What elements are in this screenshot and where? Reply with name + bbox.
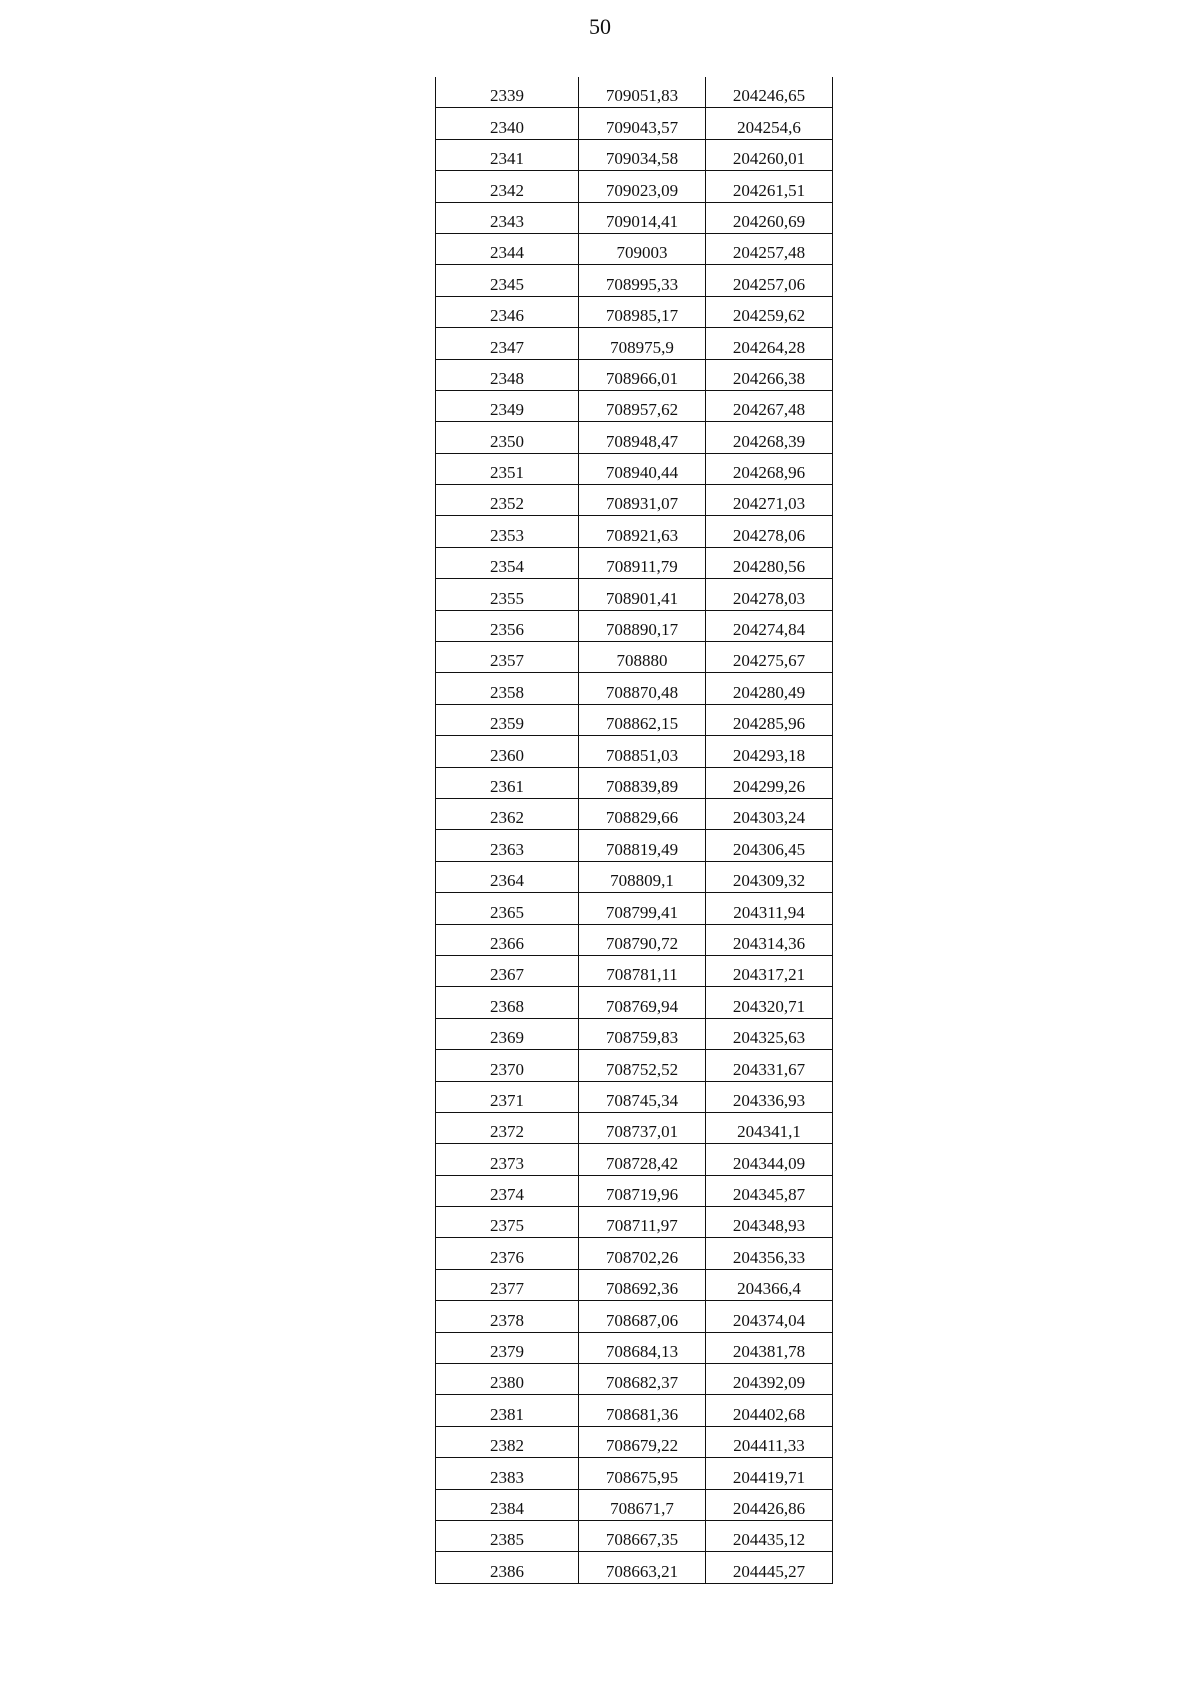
- table-row: [436, 987, 833, 1018]
- table-row: [436, 610, 833, 641]
- point-number-cell: 2380: [436, 1364, 579, 1395]
- table-row: [436, 1112, 833, 1143]
- point-number-cell: 2351: [436, 453, 579, 484]
- y-coordinate-cell: 204268,39: [706, 422, 833, 453]
- y-coordinate-cell: 204411,33: [706, 1426, 833, 1457]
- x-coordinate-cell: 708711,97: [579, 1207, 706, 1238]
- point-number-cell: 2373: [436, 1144, 579, 1175]
- point-number-cell: 2370: [436, 1050, 579, 1081]
- x-coordinate-cell: 709051,83: [579, 77, 706, 108]
- table-row: [436, 516, 833, 547]
- point-number-cell: 2359: [436, 704, 579, 735]
- x-coordinate-cell: 708719,96: [579, 1175, 706, 1206]
- point-number-cell: 2372: [436, 1112, 579, 1143]
- table-row: [436, 1144, 833, 1175]
- x-coordinate-cell: 708737,01: [579, 1112, 706, 1143]
- x-coordinate-cell: 708829,66: [579, 798, 706, 829]
- y-coordinate-cell: 204419,71: [706, 1458, 833, 1489]
- x-coordinate-cell: 708975,9: [579, 328, 706, 359]
- x-coordinate-cell: 708966,01: [579, 359, 706, 390]
- table-row: [436, 1081, 833, 1112]
- y-coordinate-cell: 204309,32: [706, 861, 833, 892]
- y-coordinate-cell: 204445,27: [706, 1552, 833, 1583]
- y-coordinate-cell: 204275,67: [706, 642, 833, 673]
- y-coordinate-cell: 204314,36: [706, 924, 833, 955]
- coordinates-table: [435, 77, 833, 1584]
- point-number-cell: 2353: [436, 516, 579, 547]
- y-coordinate-cell: 204426,86: [706, 1489, 833, 1520]
- table-row: [436, 673, 833, 704]
- x-coordinate-cell: 708839,89: [579, 767, 706, 798]
- y-coordinate-cell: 204278,03: [706, 579, 833, 610]
- y-coordinate-cell: 204348,93: [706, 1207, 833, 1238]
- point-number-cell: 2352: [436, 485, 579, 516]
- table-row: [436, 1395, 833, 1426]
- x-coordinate-cell: 708809,1: [579, 861, 706, 892]
- x-coordinate-cell: 708679,22: [579, 1426, 706, 1457]
- point-number-cell: 2339: [436, 77, 579, 108]
- y-coordinate-cell: 204278,06: [706, 516, 833, 547]
- table-row: [436, 233, 833, 264]
- x-coordinate-cell: 709043,57: [579, 108, 706, 139]
- point-number-cell: 2344: [436, 233, 579, 264]
- y-coordinate-cell: 204259,62: [706, 296, 833, 327]
- page-number: 50: [589, 14, 611, 39]
- point-number-cell: 2347: [436, 328, 579, 359]
- point-number-cell: 2346: [436, 296, 579, 327]
- table-row: [436, 1332, 833, 1363]
- x-coordinate-cell: 708957,62: [579, 390, 706, 421]
- table-row: [436, 1552, 833, 1583]
- x-coordinate-cell: 708769,94: [579, 987, 706, 1018]
- x-coordinate-cell: 708728,42: [579, 1144, 706, 1175]
- point-number-cell: 2384: [436, 1489, 579, 1520]
- y-coordinate-cell: 204317,21: [706, 955, 833, 986]
- point-number-cell: 2340: [436, 108, 579, 139]
- x-coordinate-cell: 708682,37: [579, 1364, 706, 1395]
- y-coordinate-cell: 204392,09: [706, 1364, 833, 1395]
- table-row: [436, 328, 833, 359]
- table-row: [436, 1050, 833, 1081]
- y-coordinate-cell: 204325,63: [706, 1018, 833, 1049]
- x-coordinate-cell: 708663,21: [579, 1552, 706, 1583]
- table-row: [436, 1426, 833, 1457]
- table-row: [436, 171, 833, 202]
- x-coordinate-cell: 708819,49: [579, 830, 706, 861]
- y-coordinate-cell: 204261,51: [706, 171, 833, 202]
- y-coordinate-cell: 204274,84: [706, 610, 833, 641]
- table-row: [436, 359, 833, 390]
- point-number-cell: 2360: [436, 736, 579, 767]
- x-coordinate-cell: 708790,72: [579, 924, 706, 955]
- point-number-cell: 2381: [436, 1395, 579, 1426]
- point-number-cell: 2343: [436, 202, 579, 233]
- point-number-cell: 2386: [436, 1552, 579, 1583]
- y-coordinate-cell: 204356,33: [706, 1238, 833, 1269]
- x-coordinate-cell: 708851,03: [579, 736, 706, 767]
- x-coordinate-cell: 708752,52: [579, 1050, 706, 1081]
- y-coordinate-cell: 204257,48: [706, 233, 833, 264]
- x-coordinate-cell: 708880: [579, 642, 706, 673]
- x-coordinate-cell: 709003: [579, 233, 706, 264]
- x-coordinate-cell: 708745,34: [579, 1081, 706, 1112]
- table-row: [436, 736, 833, 767]
- y-coordinate-cell: 204257,06: [706, 265, 833, 296]
- y-coordinate-cell: 204303,24: [706, 798, 833, 829]
- y-coordinate-cell: 204345,87: [706, 1175, 833, 1206]
- point-number-cell: 2361: [436, 767, 579, 798]
- point-number-cell: 2377: [436, 1269, 579, 1300]
- table-row: [436, 1458, 833, 1489]
- table-row: [436, 955, 833, 986]
- point-number-cell: 2345: [436, 265, 579, 296]
- y-coordinate-cell: 204280,56: [706, 547, 833, 578]
- point-number-cell: 2349: [436, 390, 579, 421]
- table-row: [436, 704, 833, 735]
- y-coordinate-cell: 204268,96: [706, 453, 833, 484]
- table-row: [436, 547, 833, 578]
- point-number-cell: 2382: [436, 1426, 579, 1457]
- x-coordinate-cell: 709014,41: [579, 202, 706, 233]
- y-coordinate-cell: 204341,1: [706, 1112, 833, 1143]
- x-coordinate-cell: 708702,26: [579, 1238, 706, 1269]
- point-number-cell: 2358: [436, 673, 579, 704]
- point-number-cell: 2348: [436, 359, 579, 390]
- table-row: [436, 1175, 833, 1206]
- y-coordinate-cell: 204285,96: [706, 704, 833, 735]
- table-row: [436, 1238, 833, 1269]
- y-coordinate-cell: 204260,69: [706, 202, 833, 233]
- x-coordinate-cell: 708948,47: [579, 422, 706, 453]
- x-coordinate-cell: 708931,07: [579, 485, 706, 516]
- x-coordinate-cell: 708985,17: [579, 296, 706, 327]
- y-coordinate-cell: 204246,65: [706, 77, 833, 108]
- x-coordinate-cell: 709023,09: [579, 171, 706, 202]
- point-number-cell: 2355: [436, 579, 579, 610]
- point-number-cell: 2374: [436, 1175, 579, 1206]
- x-coordinate-cell: 708921,63: [579, 516, 706, 547]
- point-number-cell: 2364: [436, 861, 579, 892]
- y-coordinate-cell: 204311,94: [706, 893, 833, 924]
- point-number-cell: 2354: [436, 547, 579, 578]
- table-row: [436, 202, 833, 233]
- table-row: [436, 830, 833, 861]
- point-number-cell: 2371: [436, 1081, 579, 1112]
- table-row: [436, 1364, 833, 1395]
- x-coordinate-cell: 708870,48: [579, 673, 706, 704]
- point-number-cell: 2356: [436, 610, 579, 641]
- table-row: [436, 1207, 833, 1238]
- point-number-cell: 2350: [436, 422, 579, 453]
- y-coordinate-cell: 204336,93: [706, 1081, 833, 1112]
- table-row: [436, 390, 833, 421]
- y-coordinate-cell: 204331,67: [706, 1050, 833, 1081]
- point-number-cell: 2367: [436, 955, 579, 986]
- y-coordinate-cell: 204374,04: [706, 1301, 833, 1332]
- y-coordinate-cell: 204381,78: [706, 1332, 833, 1363]
- table-row: [436, 139, 833, 170]
- coordinates-table-body: [436, 77, 833, 1583]
- x-coordinate-cell: 708671,7: [579, 1489, 706, 1520]
- y-coordinate-cell: 204435,12: [706, 1520, 833, 1551]
- y-coordinate-cell: 204266,38: [706, 359, 833, 390]
- y-coordinate-cell: 204402,68: [706, 1395, 833, 1426]
- table-row: [436, 296, 833, 327]
- table-row: [436, 108, 833, 139]
- y-coordinate-cell: 204320,71: [706, 987, 833, 1018]
- table-row: [436, 1018, 833, 1049]
- table-row: [436, 1269, 833, 1300]
- y-coordinate-cell: 204264,28: [706, 328, 833, 359]
- point-number-cell: 2365: [436, 893, 579, 924]
- point-number-cell: 2362: [436, 798, 579, 829]
- table-row: [436, 453, 833, 484]
- point-number-cell: 2363: [436, 830, 579, 861]
- x-coordinate-cell: 708692,36: [579, 1269, 706, 1300]
- table-row: [436, 1301, 833, 1332]
- x-coordinate-cell: 708687,06: [579, 1301, 706, 1332]
- x-coordinate-cell: 708890,17: [579, 610, 706, 641]
- y-coordinate-cell: 204299,26: [706, 767, 833, 798]
- point-number-cell: 2385: [436, 1520, 579, 1551]
- table-row: [436, 767, 833, 798]
- table-row: [436, 924, 833, 955]
- table-row: [436, 579, 833, 610]
- y-coordinate-cell: 204271,03: [706, 485, 833, 516]
- table-row: [436, 77, 833, 108]
- table-row: [436, 485, 833, 516]
- x-coordinate-cell: 708911,79: [579, 547, 706, 578]
- y-coordinate-cell: 204280,49: [706, 673, 833, 704]
- table-row: [436, 893, 833, 924]
- table-row: [436, 642, 833, 673]
- x-coordinate-cell: 708681,36: [579, 1395, 706, 1426]
- x-coordinate-cell: 709034,58: [579, 139, 706, 170]
- x-coordinate-cell: 708781,11: [579, 955, 706, 986]
- x-coordinate-cell: 708667,35: [579, 1520, 706, 1551]
- x-coordinate-cell: 708684,13: [579, 1332, 706, 1363]
- table-row: [436, 798, 833, 829]
- table-row: [436, 861, 833, 892]
- y-coordinate-cell: 204306,45: [706, 830, 833, 861]
- table-row: [436, 1520, 833, 1551]
- y-coordinate-cell: 204260,01: [706, 139, 833, 170]
- point-number-cell: 2378: [436, 1301, 579, 1332]
- x-coordinate-cell: 708862,15: [579, 704, 706, 735]
- table-row: [436, 1489, 833, 1520]
- y-coordinate-cell: 204366,4: [706, 1269, 833, 1300]
- point-number-cell: 2357: [436, 642, 579, 673]
- x-coordinate-cell: 708901,41: [579, 579, 706, 610]
- y-coordinate-cell: 204344,09: [706, 1144, 833, 1175]
- x-coordinate-cell: 708995,33: [579, 265, 706, 296]
- point-number-cell: 2368: [436, 987, 579, 1018]
- point-number-cell: 2383: [436, 1458, 579, 1489]
- point-number-cell: 2375: [436, 1207, 579, 1238]
- point-number-cell: 2342: [436, 171, 579, 202]
- point-number-cell: 2341: [436, 139, 579, 170]
- point-number-cell: 2366: [436, 924, 579, 955]
- table-row: [436, 265, 833, 296]
- x-coordinate-cell: 708759,83: [579, 1018, 706, 1049]
- point-number-cell: 2369: [436, 1018, 579, 1049]
- x-coordinate-cell: 708675,95: [579, 1458, 706, 1489]
- x-coordinate-cell: 708799,41: [579, 893, 706, 924]
- y-coordinate-cell: 204254,6: [706, 108, 833, 139]
- point-number-cell: 2379: [436, 1332, 579, 1363]
- y-coordinate-cell: 204267,48: [706, 390, 833, 421]
- x-coordinate-cell: 708940,44: [579, 453, 706, 484]
- table-row: [436, 422, 833, 453]
- point-number-cell: 2376: [436, 1238, 579, 1269]
- y-coordinate-cell: 204293,18: [706, 736, 833, 767]
